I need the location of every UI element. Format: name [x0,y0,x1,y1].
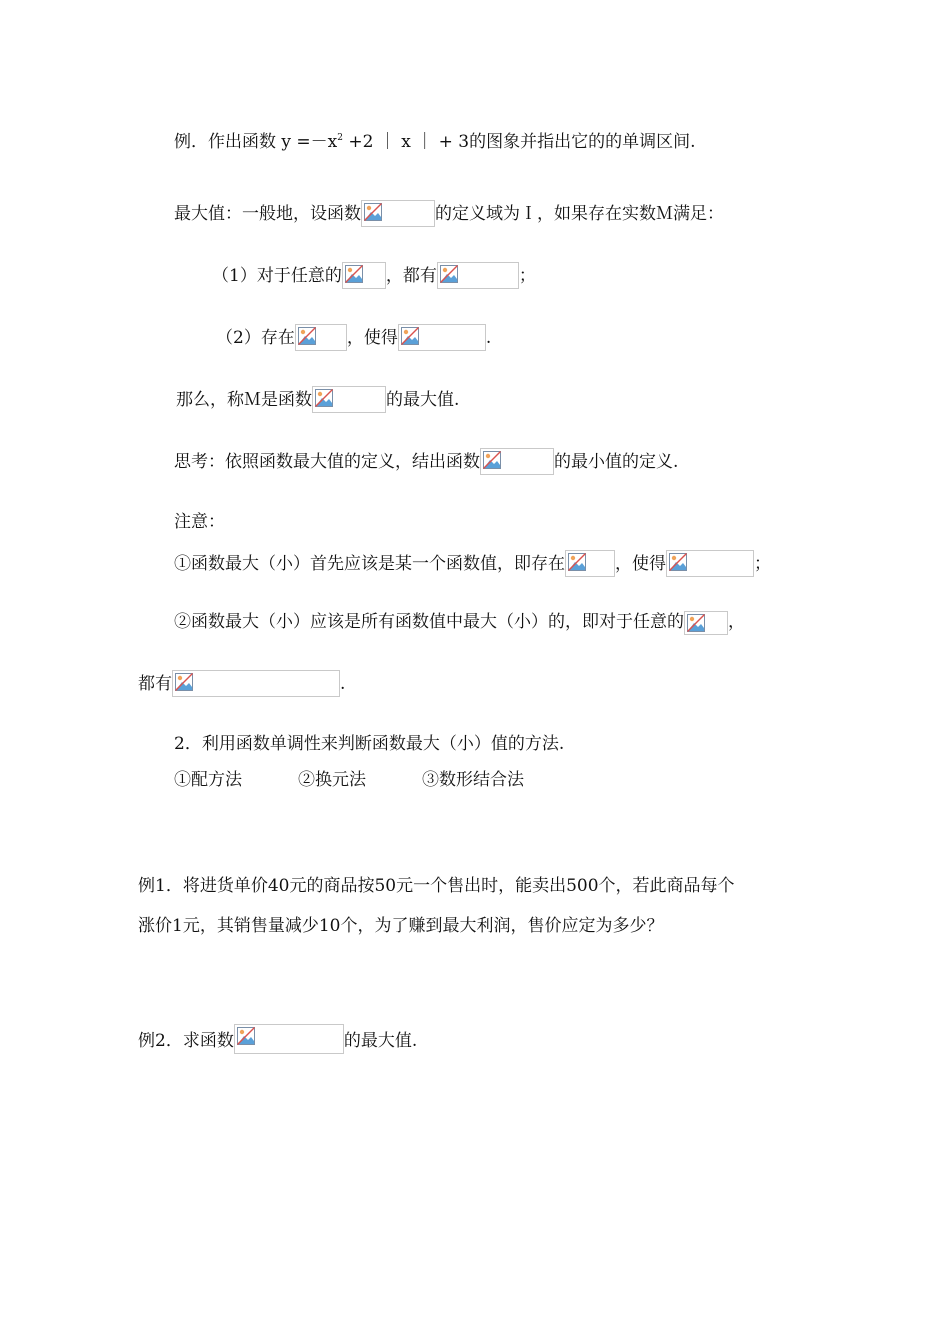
note2-cont-text-2: . [340,674,346,694]
note2-text-1: ②函数最大（小）应该是所有函数值中最大（小）的，即对于任意的 [174,612,684,632]
broken-image-icon [669,553,687,571]
formula-image-placeholder [172,670,340,697]
condition-1 [212,262,536,286]
think-text-2: 的最小值的定义. [554,452,679,472]
max-definition-conclusion [176,386,459,410]
example-1-line-1: 例1．将进货单价40元的商品按50元一个售出时，能卖出500个，若此商品每个 [138,876,735,896]
broken-image-icon [298,327,316,345]
example-1-line-2: 涨价1元，其销售量减少10个，为了赚到最大利润，售价应定为多少？ [138,916,664,936]
example-intro-prefix: 例．作出函数 y =－x [174,132,338,152]
broken-image-icon [568,553,586,571]
method-options [174,768,524,792]
max-def-text-2: 的定义域为Ｉ，如果存在实数Ｍ满足： [435,204,724,224]
note-item-2 [174,610,745,634]
condition-2 [216,324,491,348]
cond2-text-1: （2）存在 [216,328,295,348]
note1-text-3: ； [754,554,771,574]
note-title: 注意： [174,512,225,532]
think-text-1: 思考：依照函数最大值的定义，结出函数 [174,452,480,472]
method-heading: 2．利用函数单调性来判断函数最大（小）值的方法. [174,734,565,754]
example-intro-expression: +2 ｜ x ｜ + 3 [342,132,470,152]
formula-image-placeholder [342,262,386,289]
formula-image-placeholder [684,611,728,635]
note1-text-2: ，使得 [615,554,666,574]
think-line [174,448,678,472]
cond1-text-1: （1）对于任意的 [212,266,342,286]
exponent: 2 [337,133,343,143]
broken-image-icon [687,614,705,632]
formula-image-placeholder [480,448,554,475]
broken-image-icon [364,203,382,221]
formula-image-placeholder [565,550,615,577]
example-intro-line [174,126,696,150]
example2-text-1: 例2．求函数 [138,1031,234,1051]
cond2-text-2: ，使得 [346,328,398,348]
formula-image-placeholder [666,550,754,577]
formula-image-placeholder [234,1024,344,1054]
broken-image-icon [175,673,193,691]
cond1-text-3: ； [518,266,536,286]
cond2-text-3: . [485,328,492,348]
broken-image-icon [440,265,458,283]
formula-image-placeholder [312,386,386,413]
example-2-line [138,1024,418,1051]
broken-image-icon [315,389,333,407]
max-definition-intro [174,200,724,224]
cond1-text-2: ，都有 [385,266,437,286]
note-item-2-continuation [138,670,345,694]
note2-cont-text-1: 都有 [138,674,172,694]
broken-image-icon [345,265,363,283]
note2-text-2: ， [728,612,745,632]
max-def-text-1: 最大值：一般地，设函数 [174,204,361,224]
formula-image-placeholder [437,262,519,289]
method-option-2: ②换元法 [298,770,366,790]
broken-image-icon [237,1027,255,1045]
formula-image-placeholder [295,324,347,351]
broken-image-icon [483,451,501,469]
example2-text-2: 的最大值. [343,1031,418,1051]
method-option-1: ①配方法 [174,770,242,790]
then-text-1: 那么，称Ｍ是函数 [176,390,312,410]
broken-image-icon [401,327,419,345]
example-intro-suffix: 的图象并指出它的的单调区间. [469,132,696,152]
formula-image-placeholder [398,324,486,351]
note1-text-1: ①函数最大（小）首先应该是某一个函数值，即存在 [174,554,565,574]
note-item-1 [174,550,771,574]
then-text-2: 的最大值. [386,390,460,410]
method-option-3: ③数形结合法 [422,770,524,790]
formula-image-placeholder [361,200,435,227]
